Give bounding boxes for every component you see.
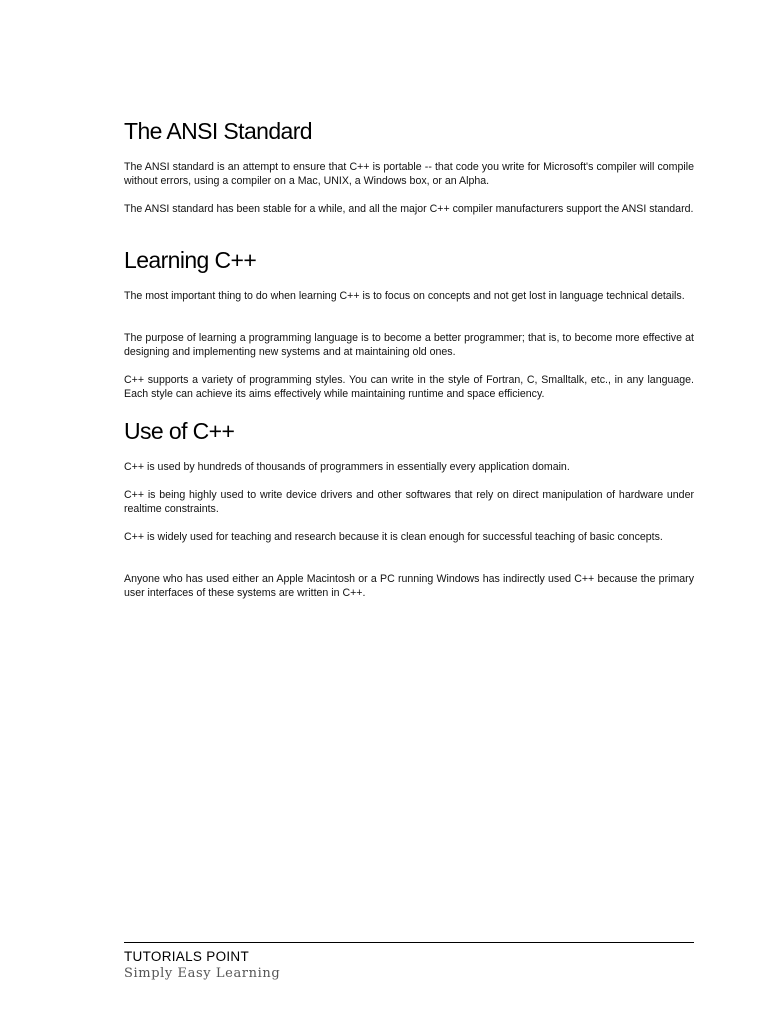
paragraph: C++ is being highly used to write device drivers and other softwares that rely on direct manipulation of hardware under realtime constraints. bbox=[124, 489, 694, 515]
footer-divider bbox=[124, 942, 694, 943]
paragraph: C++ supports a variety of programming styles. You can write in the style of Fortran, C, Smalltalk, etc., in any language. Each style can achieve its aims effectively while maintaining runtime and space efficiency. bbox=[124, 374, 694, 400]
paragraph: The most important thing to do when learning C++ is to focus on concepts and not get lost in language technical details. bbox=[124, 290, 685, 302]
footer-tagline: Simply Easy Learning bbox=[124, 966, 281, 981]
section-heading-learning-cpp: Learning C++ bbox=[124, 247, 257, 273]
paragraph: The ANSI standard has been stable for a while, and all the major C++ compiler manufacturers support the ANSI standard. bbox=[124, 203, 694, 215]
paragraph: Anyone who has used either an Apple Macintosh or a PC running Windows has indirectly used C++ because the primary user interfaces of these systems are written in C++. bbox=[124, 573, 694, 599]
section-heading-use-of-cpp: Use of C++ bbox=[124, 418, 235, 444]
paragraph: The ANSI standard is an attempt to ensure that C++ is portable -- that code you write for Microsoft's compiler will compile without errors, using a compiler on a Mac, UNIX, a Windows box, or an Alpha. bbox=[124, 161, 694, 187]
section-heading-ansi-standard: The ANSI Standard bbox=[124, 118, 312, 144]
paragraph: C++ is used by hundreds of thousands of programmers in essentially every application domain. bbox=[124, 461, 570, 473]
footer-brand: TUTORIALS POINT bbox=[124, 949, 250, 964]
paragraph: The purpose of learning a programming language is to become a better programmer; that is, to become more effective at designing and implementing new systems and at maintaining old ones. bbox=[124, 332, 694, 358]
paragraph: C++ is widely used for teaching and research because it is clean enough for successful teaching of basic concepts. bbox=[124, 531, 663, 543]
